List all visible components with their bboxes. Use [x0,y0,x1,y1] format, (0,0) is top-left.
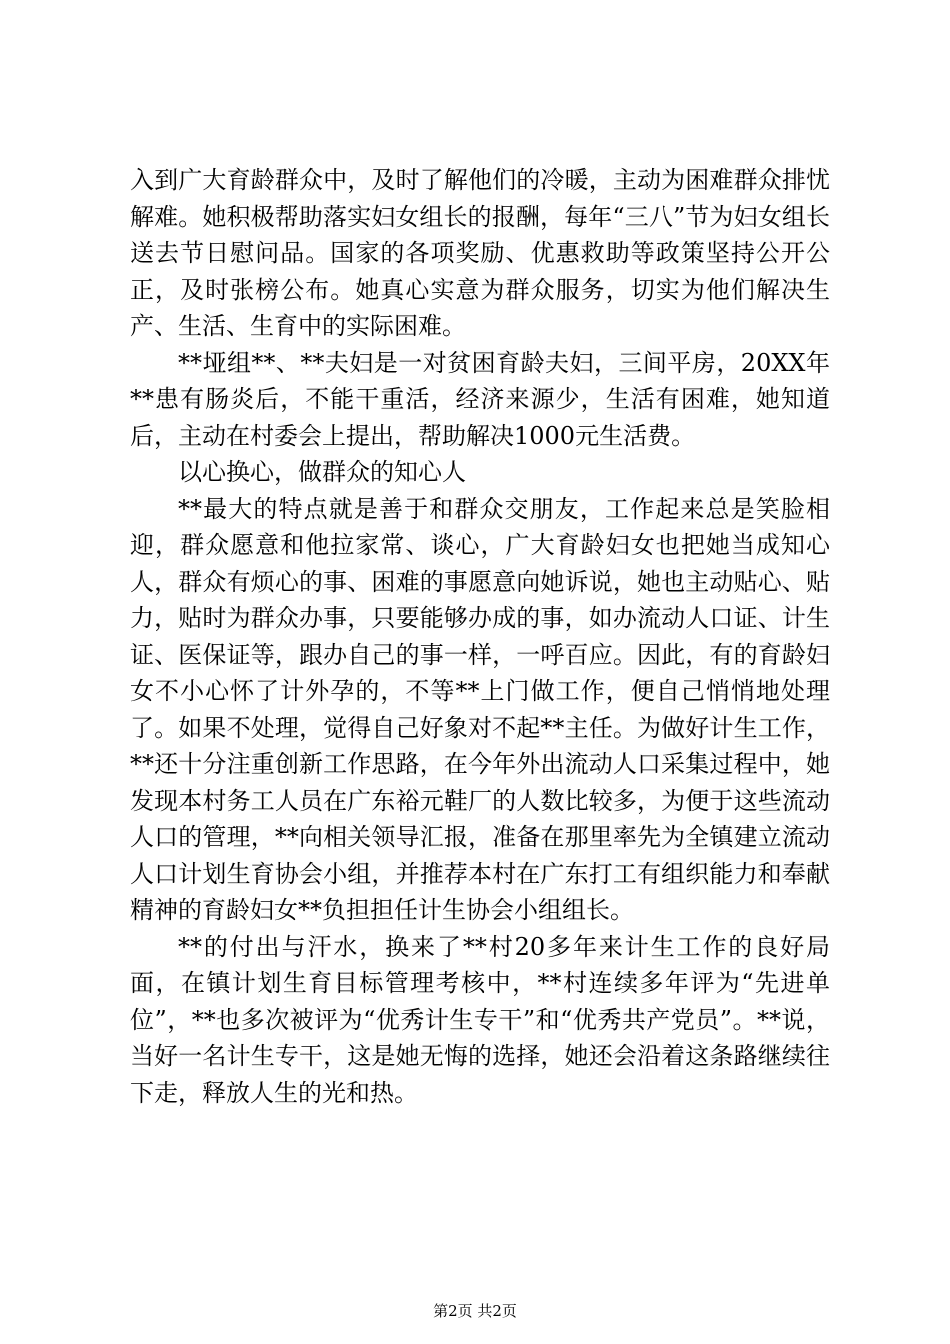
paragraph-continuation: 入到广大育龄群众中，及时了解他们的冷暖，主动为困难群众排忧解难。她积极帮助落实妇女组长的报酬，每年“三八”节为妇女组长送去节日慰问品。国家的各项奖励、优惠救助等政策坚持公开公正，及时张榜公布。她真心实意为群众服务，切实为他们解决生产、生活、生育中的实际困难。 [130,166,830,340]
document-body [130,162,830,1111]
paragraph-main: **最大的特点就是善于和群众交朋友，工作起来总是笑脸相迎，群众愿意和他拉家常、谈心，广大育龄妇女也把她当成知心人，群众有烦心的事、困难的事愿意向她诉说，她也主动贴心、贴力，贴时为群众办事，只要能够办成的事，如办流动人口证、计生证、医保证等，跟办自己的事一样，一呼百应。因此，有的育龄妇女不小心怀了计外孕的，不等**上门做工作，便自己悄悄地处理了。如果不处理，觉得自己好象对不起**主任。为做好计生工作，**还十分注重创新工作思路，在今年外出流动人口采集过程中，她发现本村务工人员在广东裕元鞋厂的人数比较多，为便于这些流动人口的管理，**向相关领导汇报，准备在那里率先为全镇建立流动人口计划生育协会小组，并推荐本村在广东打工有组织能力和奉献精神的育龄妇女**负担担任计生协会小组组长。 [130,494,830,924]
paragraph-example-case: **垭组**、**夫妇是一对贫困育龄夫妇，三间平房，20XX年**患有肠炎后，不能干重活，经济来源少，生活有困难，她知道后，主动在村委会上提出，帮助解决1000元生活费。 [130,348,830,450]
page-number-footer: 第2页 共2页 [433,1302,517,1320]
paragraph-conclusion: **的付出与汗水，换来了**村20多年来计生工作的良好局面，在镇计划生育目标管理考核中，**村连续多年评为“先进单位”，**也多次被评为“优秀计生专干”和“优秀共产党员”。**说，当好一名计生专干，这是她无悔的选择，她还会沿着这条路继续往下走，释放人生的光和热。 [130,932,830,1107]
section-heading: 以心换心，做群众的知心人 [178,458,466,486]
